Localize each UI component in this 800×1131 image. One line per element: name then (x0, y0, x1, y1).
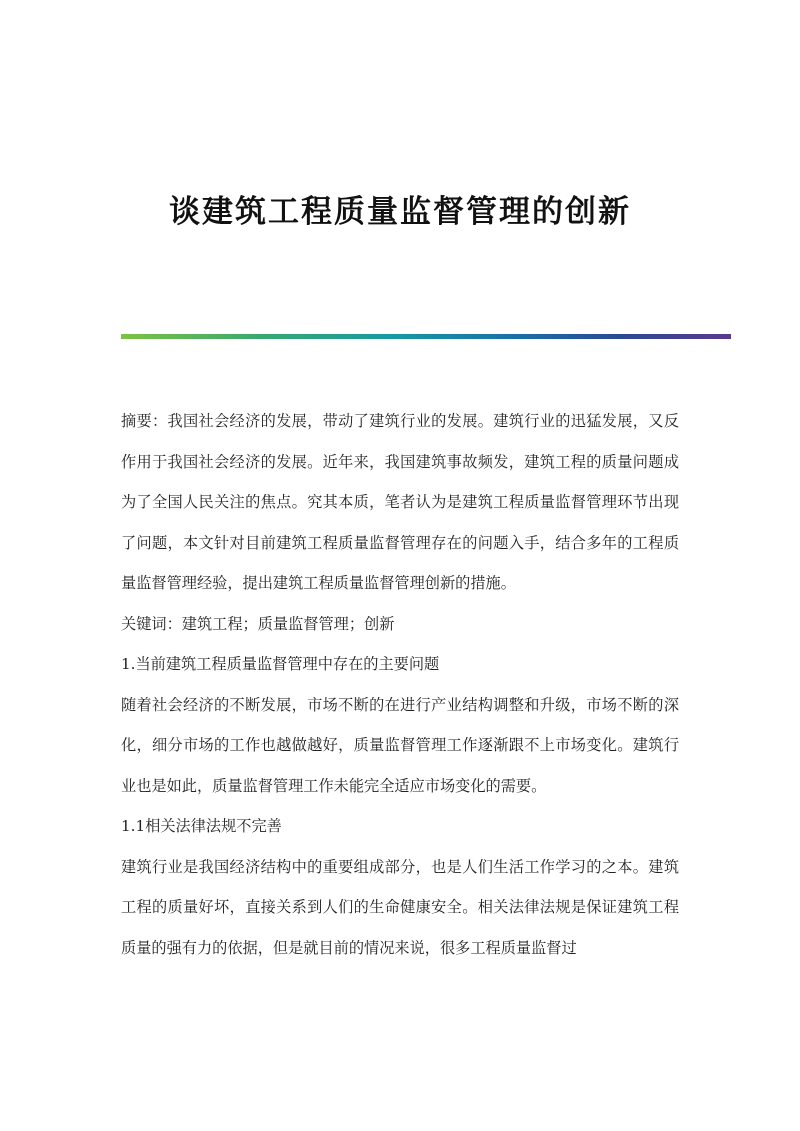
document-title: 谈建筑工程质量监督管理的创新 (169, 194, 631, 230)
subsection-paragraph: 建筑行业是我国经济结构中的重要组成部分，也是人们生活工作学习的之本。建筑工程的质量好坏，直接关系到人们的生命健康安全。相关法律法规是保证建筑工程质量的强有力的依据，但是就目前的情况来说，很多工程质量监督过 (121, 857, 679, 957)
section-heading: 1.当前建筑工程质量监督管理中存在的主要问题 (121, 655, 440, 673)
subsection-heading: 1.1相关法律法规不完善 (121, 817, 282, 835)
keywords-line: 关键词：建筑工程；质量监督管理；创新 (121, 614, 395, 633)
document-body (121, 401, 679, 968)
title-divider (121, 334, 731, 339)
section-paragraph: 随着社会经济的不断发展，市场不断的在进行产业结构调整和升级，市场不断的深化，细分市场的工作也越做越好，质量监督管理工作逐渐跟不上市场变化。建筑行业也是如此，质量监督管理工作未能完全适应市场变化的需要。 (121, 695, 679, 795)
abstract-paragraph: 摘要：我国社会经济的发展，带动了建筑行业的发展。建筑行业的迅猛发展，又反作用于我国社会经济的发展。近年来，我国建筑事故频发，建筑工程的质量问题成为了全国人民关注的焦点。究其本质，笔者认为是建筑工程质量监督管理环节出现了问题，本文针对目前建筑工程质量监督管理存在的问题入手，结合多年的工程质量监督管理经验，提出建筑工程质量监督管理创新的措施。 (121, 412, 679, 592)
